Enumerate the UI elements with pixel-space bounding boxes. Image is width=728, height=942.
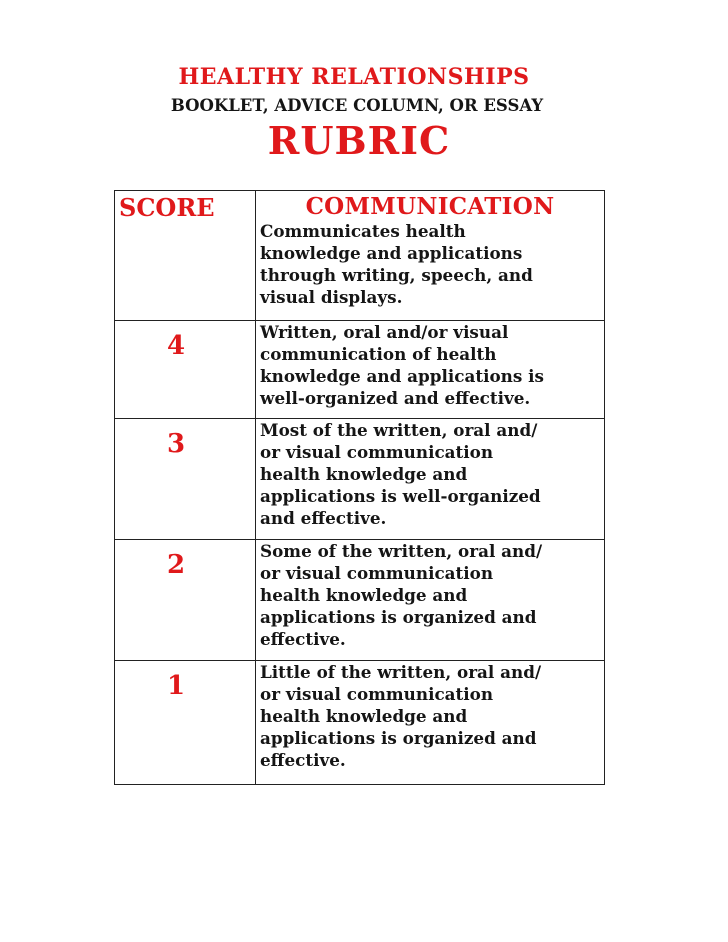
rubric-row-score-1 <box>115 661 605 785</box>
rubric-heading: RUBRIC <box>267 118 451 163</box>
communication-label: COMMUNICATION <box>305 193 555 220</box>
document-title: HEALTHY RELATIONSHIPS <box>178 64 530 90</box>
score-value: 1 <box>115 661 256 785</box>
communication-column-header <box>256 191 605 321</box>
rubric-table <box>114 190 605 785</box>
rubric-row-score-3 <box>115 419 605 540</box>
score-value: 3 <box>115 419 256 540</box>
communication-description: Communicates health knowledge and applications through writing, speech, and visual displays. <box>260 221 533 307</box>
document-subtitle: BOOKLET, ADVICE COLUMN, OR ESSAY <box>170 96 544 115</box>
score-description: Written, oral and/or visual communication of health knowledge and applications is well-organized and effective. <box>256 321 605 419</box>
score-description: Some of the written, oral and/ or visual communication health knowledge and applications is organized and effective. <box>256 540 605 661</box>
rubric-row-score-2 <box>115 540 605 661</box>
score-description: Little of the written, oral and/ or visual communication health knowledge and applications is organized and effective. <box>256 661 605 785</box>
score-value: 2 <box>115 540 256 661</box>
rubric-header-row <box>115 191 605 321</box>
score-description: Most of the written, oral and/ or visual communication health knowledge and applications is well-organized and effective. <box>256 419 605 540</box>
rubric-row-score-4 <box>115 321 605 419</box>
score-value: 4 <box>115 321 256 419</box>
score-column-header: SCORE <box>115 191 256 321</box>
